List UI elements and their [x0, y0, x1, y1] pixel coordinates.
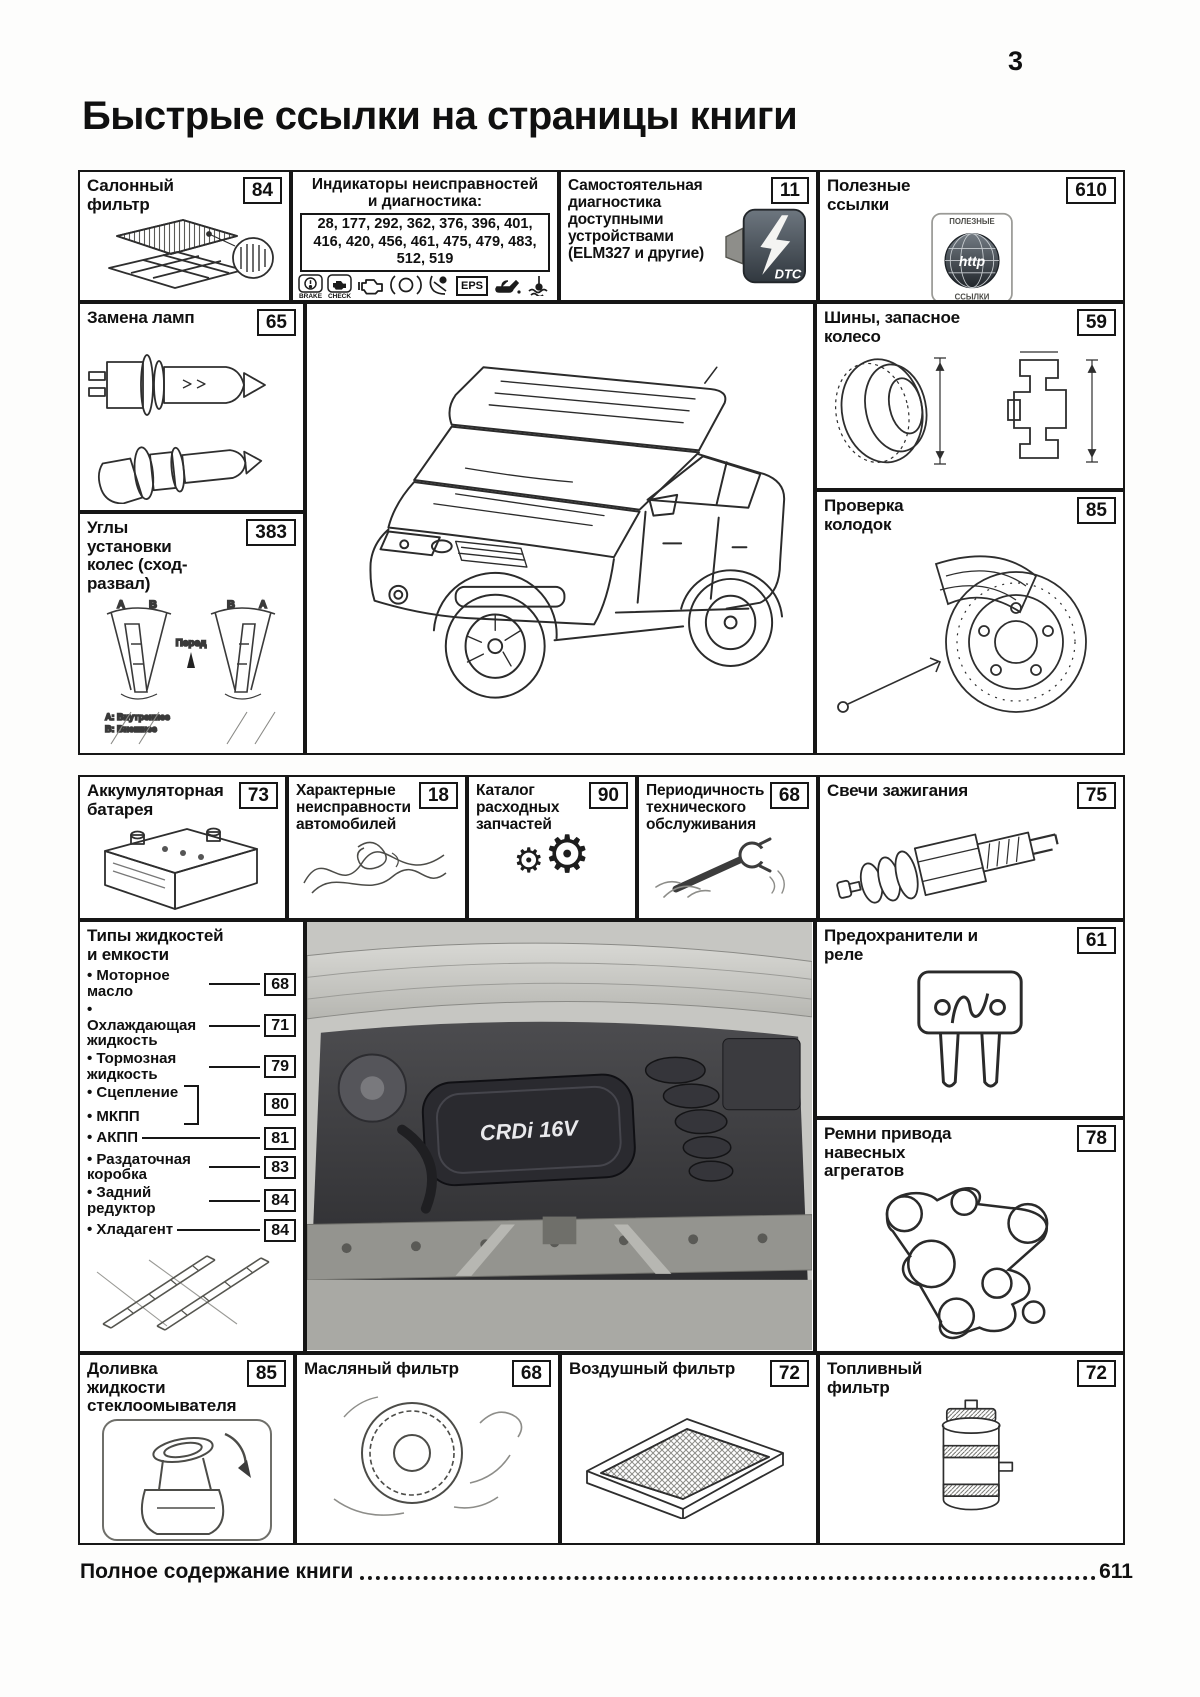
- links-icon-http-label: http: [958, 253, 985, 270]
- legend-b: В: Внешнее: [105, 723, 157, 734]
- drive-belt-diagram: [860, 1181, 1078, 1343]
- bracket-connector: [184, 1085, 199, 1125]
- page-ref: 61: [1077, 927, 1116, 954]
- battery-illustration: [87, 819, 275, 913]
- page-ref: 610: [1066, 177, 1116, 204]
- legend-a: А: Внутреннее: [105, 711, 170, 722]
- fluid-item: [87, 968, 296, 1000]
- abs-icon: [390, 274, 422, 296]
- fluid-label: • МКПП: [87, 1109, 178, 1125]
- page-ref: 75: [1077, 782, 1116, 809]
- tire-and-rim-diagram: [824, 346, 1116, 474]
- label-b2: B: [227, 598, 235, 611]
- card-header: [87, 177, 282, 214]
- page-ref: 90: [589, 782, 628, 809]
- fluid-item: [87, 1185, 296, 1217]
- page-number: 3: [1008, 46, 1024, 76]
- fuse-illustration: [907, 964, 1033, 1096]
- faults-sketch-illustration: [296, 833, 454, 905]
- card-title: Масляный фильтр: [304, 1359, 459, 1378]
- page-ref: 79: [264, 1055, 296, 1078]
- card-title-line1: Индикаторы неисправностей: [311, 176, 539, 193]
- brake-warning-icon: [298, 274, 323, 301]
- label-b: B: [149, 598, 157, 611]
- page-ref: 11: [771, 177, 809, 204]
- bulbs-illustration: [87, 336, 295, 504]
- card-wheel-alignment: [78, 512, 305, 755]
- fluid-label: • АКПП: [87, 1130, 138, 1146]
- card-oil-filter: [295, 1353, 560, 1545]
- card-title: Воздушный фильтр: [569, 1359, 736, 1378]
- dtc-obd-icon: [723, 206, 809, 286]
- page-ref: 72: [1077, 1360, 1116, 1387]
- page-ref: 84: [264, 1189, 296, 1212]
- wrench-hand-illustration: [646, 833, 802, 899]
- page-title: Быстрые ссылки на страницы книги: [82, 94, 798, 138]
- page-ref: 59: [1077, 309, 1116, 336]
- engine-bay-photo: [307, 922, 812, 1350]
- card-title: Доливка жидкости стеклоомывателя: [87, 1359, 237, 1416]
- suv-line-drawing: [307, 304, 812, 752]
- card-title: Углы установки колес (сход-развал): [87, 518, 188, 594]
- card-fluids: [78, 920, 305, 1353]
- page-ref: 85: [1077, 497, 1116, 524]
- fluid-item: [87, 1051, 296, 1083]
- card-title: Проверка колодок: [824, 496, 904, 534]
- card-title: Полезные ссылки: [827, 176, 911, 214]
- gear-icon: ⚙: [513, 842, 544, 881]
- card-lamp-replacement: [78, 302, 305, 512]
- card-title: Ремни привода навесных агрегатов: [824, 1124, 952, 1181]
- card-indicators: [291, 170, 559, 302]
- wheel-alignment-diagram: [87, 594, 295, 755]
- card-self-diagnostics: [559, 170, 818, 302]
- card-spark-plugs: [818, 775, 1125, 920]
- oil-pressure-icon: [492, 274, 522, 296]
- card-title: Самостоятельная диагностика доступными устройствами (ELM327 и другие): [568, 177, 704, 263]
- wipers-illustration: [87, 1246, 291, 1332]
- card-vehicle-overview: [305, 302, 815, 755]
- card-brake-pads: [815, 490, 1125, 755]
- washer-reservoir-illustration: [99, 1416, 275, 1544]
- brake-lamp-label: BRAKE: [298, 292, 323, 300]
- oil-filter-illustration: [304, 1387, 536, 1525]
- card-title: Шины, запасное колесо: [824, 308, 960, 346]
- label-a2: A: [259, 598, 267, 611]
- dtc-label: DTC: [774, 266, 802, 282]
- card-fuel-filter: [818, 1353, 1125, 1545]
- footer-label: Полное содержание книги: [80, 1560, 354, 1583]
- brake-pads-illustration: [824, 534, 1116, 739]
- card-drive-belts: [815, 1118, 1125, 1353]
- card-air-filter: [560, 1353, 818, 1545]
- fluid-item: [87, 1219, 296, 1242]
- label-a: A: [117, 598, 125, 611]
- card-title: Аккумуляторная батарея: [87, 781, 224, 819]
- fluid-label: • Раздаточная коробка: [87, 1152, 205, 1184]
- fluid-label: • Сцепление: [87, 1085, 178, 1101]
- page-ref: 83: [264, 1156, 296, 1179]
- card-title: Топливный фильтр: [827, 1359, 923, 1397]
- fluid-item-group: [87, 1085, 296, 1125]
- card-maintenance: [637, 775, 818, 920]
- footer-contents-line: [80, 1560, 1133, 1584]
- page-ref: 84: [264, 1219, 296, 1242]
- card-washer-fluid: [78, 1353, 295, 1545]
- page-ref: 68: [264, 973, 296, 996]
- page-ref: 18: [419, 782, 458, 809]
- card-engine-bay-photo: [305, 920, 815, 1353]
- card-typical-faults: [287, 775, 467, 920]
- fluid-label: • Хладагент: [87, 1222, 173, 1238]
- card-header: [827, 177, 1116, 214]
- page-ref: 80: [264, 1093, 296, 1116]
- gears-illustration: [476, 826, 628, 885]
- card-fuses: [815, 920, 1125, 1118]
- card-tires: [815, 302, 1125, 490]
- air-filter-illustration: [569, 1387, 801, 1519]
- card-title: Предохранители и реле: [824, 926, 978, 964]
- spark-plug-illustration: [827, 809, 1113, 907]
- card-parts-catalog: [467, 775, 637, 920]
- engine-cover-text: CRDi 16V: [479, 1115, 579, 1146]
- page-ref: 71: [264, 1014, 296, 1037]
- page-ref: 72: [770, 1360, 809, 1387]
- page-ref: 85: [247, 1360, 286, 1387]
- check-lamp-label: CHECK: [327, 292, 352, 300]
- diagnostic-pages-list: 28, 177, 292, 362, 376, 396, 401, 416, 420, 456, 461, 475, 479, 483, 512, 519: [300, 213, 550, 272]
- fluid-label: • Охлаждающая жидкость: [87, 1002, 205, 1049]
- fluid-item: [87, 1152, 296, 1184]
- links-icon-bottom-label: ССЫЛКИ: [954, 293, 989, 302]
- page-ref: 383: [246, 519, 296, 546]
- page-ref: 65: [257, 309, 296, 336]
- card-title: Типы жидкостей и емкости: [87, 926, 224, 964]
- fluid-item: [87, 1127, 296, 1150]
- fluid-label: • Моторное масло: [87, 968, 205, 1000]
- eps-icon: [456, 274, 488, 296]
- airbag-icon: [426, 274, 452, 296]
- page-ref: 78: [1077, 1125, 1116, 1152]
- dot-leader: [360, 1576, 1096, 1580]
- warning-lamps-row: [298, 274, 552, 301]
- card-useful-links: [818, 170, 1125, 302]
- useful-links-globe-icon: [924, 212, 1020, 302]
- fluid-item: [87, 1002, 296, 1049]
- engine-icon: [356, 274, 386, 296]
- card-title: Замена ламп: [87, 308, 195, 327]
- check-engine-warning-icon: [327, 274, 352, 301]
- fuel-filter-illustration: [908, 1397, 1036, 1523]
- coolant-temp-icon: [526, 274, 552, 296]
- card-title: Салонный фильтр: [87, 176, 174, 214]
- front-label: Перед: [175, 637, 207, 649]
- links-icon-top-label: ПОЛЕЗНЫЕ: [948, 217, 995, 227]
- page-ref: 84: [243, 177, 282, 204]
- fluids-list: [87, 968, 296, 1241]
- page-ref: 73: [239, 782, 278, 809]
- card-title: Характерные неисправности автомобилей: [296, 782, 411, 834]
- card-battery: [78, 775, 287, 920]
- gear-icon: ⚙: [543, 826, 591, 885]
- card-title: Каталог расходных запчастей: [476, 782, 560, 834]
- page-ref: 68: [770, 782, 809, 809]
- page-ref: 81: [264, 1127, 296, 1150]
- fluid-label: • Задний редуктор: [87, 1185, 205, 1217]
- card-title-line2: и диагностика:: [367, 193, 483, 211]
- eps-label: EPS: [456, 276, 488, 296]
- fluid-label: • Тормозная жидкость: [87, 1051, 205, 1083]
- card-cabin-filter: [78, 170, 291, 302]
- card-title: Периодичность технического обслуживания: [646, 782, 765, 834]
- card-title: Свечи зажигания: [827, 781, 968, 800]
- footer-page-ref: 611: [1099, 1560, 1133, 1583]
- page-ref: 68: [512, 1360, 551, 1387]
- cabin-filter-illustration: [87, 214, 283, 302]
